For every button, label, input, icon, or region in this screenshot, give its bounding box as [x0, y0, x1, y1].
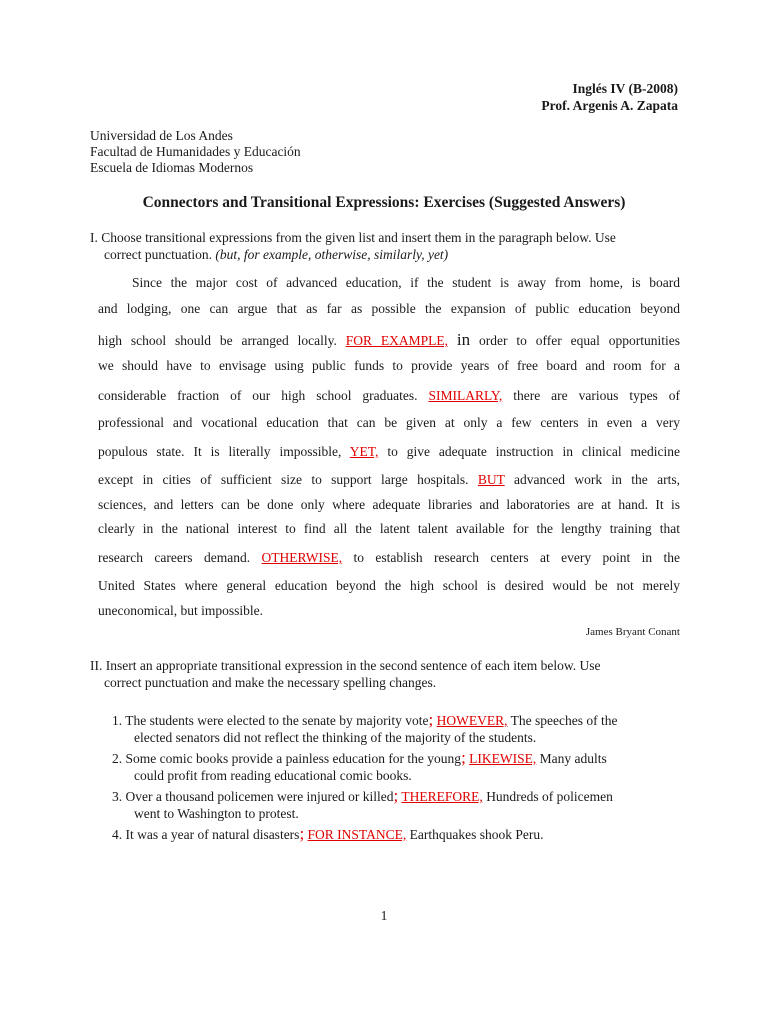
item-text: 1. The students were elected to the senate by majority vote: [112, 713, 429, 728]
paragraph-text: advanced work in the arts,: [514, 472, 680, 487]
answer-connector: LIKEWISE,: [469, 751, 537, 766]
exercise-item: [112, 825, 680, 843]
paragraph-text: Since the major cost of advanced education, if the student is away from home, is board: [132, 275, 680, 290]
paragraph-text: and lodging, one can argue that as far as possible the expansion of public education beyond: [98, 301, 680, 316]
paragraph-line: [98, 603, 680, 619]
paragraph-line: [98, 330, 680, 350]
item-first-line: [112, 824, 544, 843]
institution-block: [90, 128, 301, 176]
paragraph-line: [98, 578, 680, 594]
connector-options: (but, for example, otherwise, similarly, yet): [215, 247, 449, 262]
item-text: Earthquakes shook Peru.: [409, 827, 544, 842]
document-title: Connectors and Transitional Expressions: Exercises (Suggested Answers): [142, 194, 626, 211]
paragraph-line: [98, 358, 680, 374]
item-continuation: could profit from reading educational comic books.: [134, 768, 412, 783]
paragraph-text: United States where general education beyond the high school is desired would be not merely: [98, 578, 680, 593]
paragraph-line: [98, 521, 680, 537]
paragraph-text: we should have to envisage using public funds to provide years of free board and room for a: [98, 358, 680, 373]
section1-instruction: [90, 229, 680, 263]
section1-instruction-line2: [90, 246, 680, 263]
paragraph-text: in: [456, 330, 471, 349]
section2-instruction-line2: correct punctuation and make the necessary spelling changes.: [104, 675, 437, 690]
answer-connector: OTHERWISE,: [261, 550, 343, 565]
professor-name: Prof. Argenis A. Zapata: [541, 98, 678, 113]
exercise-item: [112, 711, 680, 746]
course-header: [541, 80, 678, 114]
paragraph-text: research careers demand.: [98, 550, 251, 565]
school-name: Escuela de Idiomas Modernos: [90, 160, 254, 175]
answer-connector: YET,: [349, 444, 379, 459]
paragraph-text: populous state. It is literally impossible,: [98, 444, 342, 459]
paragraph-text: except in cities of sufficient size to support large hospitals.: [98, 472, 469, 487]
paragraph-line: [98, 550, 680, 566]
item-text: 2. Some comic books provide a painless education for the young: [112, 751, 462, 766]
item-text: Hundreds of policemen: [486, 789, 613, 804]
paragraph-text: considerable fraction of our high school graduates.: [98, 388, 418, 403]
paragraph-line: [132, 275, 680, 291]
university-name: Universidad de Los Andes: [90, 128, 233, 143]
paragraph-line: [98, 472, 680, 488]
paragraph-text: to give adequate instruction in clinical medicine: [387, 444, 681, 459]
item-text: The speeches of the: [510, 713, 618, 728]
section2-instruction-line1: II. Insert an appropriate transitional expression in the second sentence of each item below. Use: [90, 658, 601, 673]
item-first-line: [112, 710, 618, 729]
answer-connector: HOWEVER,: [436, 713, 508, 728]
item-text: 3. Over a thousand policemen were injured or killed: [112, 789, 394, 804]
page-number: 1: [380, 908, 388, 923]
answer-semicolon: ;: [299, 824, 305, 843]
item-text: 4. It was a year of natural disasters: [112, 827, 300, 842]
paragraph-line: [98, 444, 680, 460]
exercise-item: [112, 749, 680, 784]
answer-semicolon: ;: [393, 786, 399, 805]
section1-instruction-text: correct punctuation.: [104, 247, 212, 262]
answer-connector: THEREFORE,: [401, 789, 483, 804]
paragraph-line: [98, 497, 680, 513]
paragraph-line: [98, 301, 680, 317]
answer-connector: FOR INSTANCE,: [307, 827, 407, 842]
paragraph-text: sciences, and letters can be done only where adequate libraries and laboratories are at hand. It is: [98, 497, 680, 512]
answer-semicolon: ;: [428, 710, 434, 729]
item-continuation: elected senators did not reflect the thinking of the majority of the students.: [134, 730, 537, 745]
answer-connector: BUT: [477, 472, 505, 487]
answer-semicolon: ;: [461, 748, 466, 767]
item-text: Many adults: [539, 751, 607, 766]
item-first-line: [112, 786, 613, 805]
paragraph-text: clearly in the national interest to find all the latent talent available for the lengthy training that: [98, 521, 680, 536]
attribution: James Bryant Conant: [585, 626, 680, 638]
item-first-line: [112, 748, 607, 767]
paragraph-text: order to offer equal opportunities: [479, 333, 681, 348]
paragraph-text: uneconomical, but impossible.: [98, 603, 263, 618]
item-continuation: went to Washington to protest.: [134, 806, 299, 821]
section1-instruction-line1: I. Choose transitional expressions from the given list and insert them in the paragraph below. Use: [90, 230, 616, 245]
paragraph-line: [98, 415, 680, 431]
answer-connector: FOR EXAMPLE,: [345, 333, 449, 348]
exercise-item: [112, 787, 680, 822]
faculty-name: Facultad de Humanidades y Educación: [90, 144, 301, 159]
paragraph-text: high school should be arranged locally.: [98, 333, 337, 348]
paragraph-text: there are various types of: [513, 388, 681, 403]
paragraph-text: to establish research centers at every point in the: [353, 550, 680, 565]
section2-instruction: [90, 657, 680, 691]
course-title: Inglés IV (B-2008): [572, 81, 678, 96]
answer-connector: SIMILARLY,: [428, 388, 503, 403]
paragraph-line: [98, 388, 680, 404]
paragraph-text: professional and vocational education that can be given at only a few centers in even a very: [98, 415, 680, 430]
